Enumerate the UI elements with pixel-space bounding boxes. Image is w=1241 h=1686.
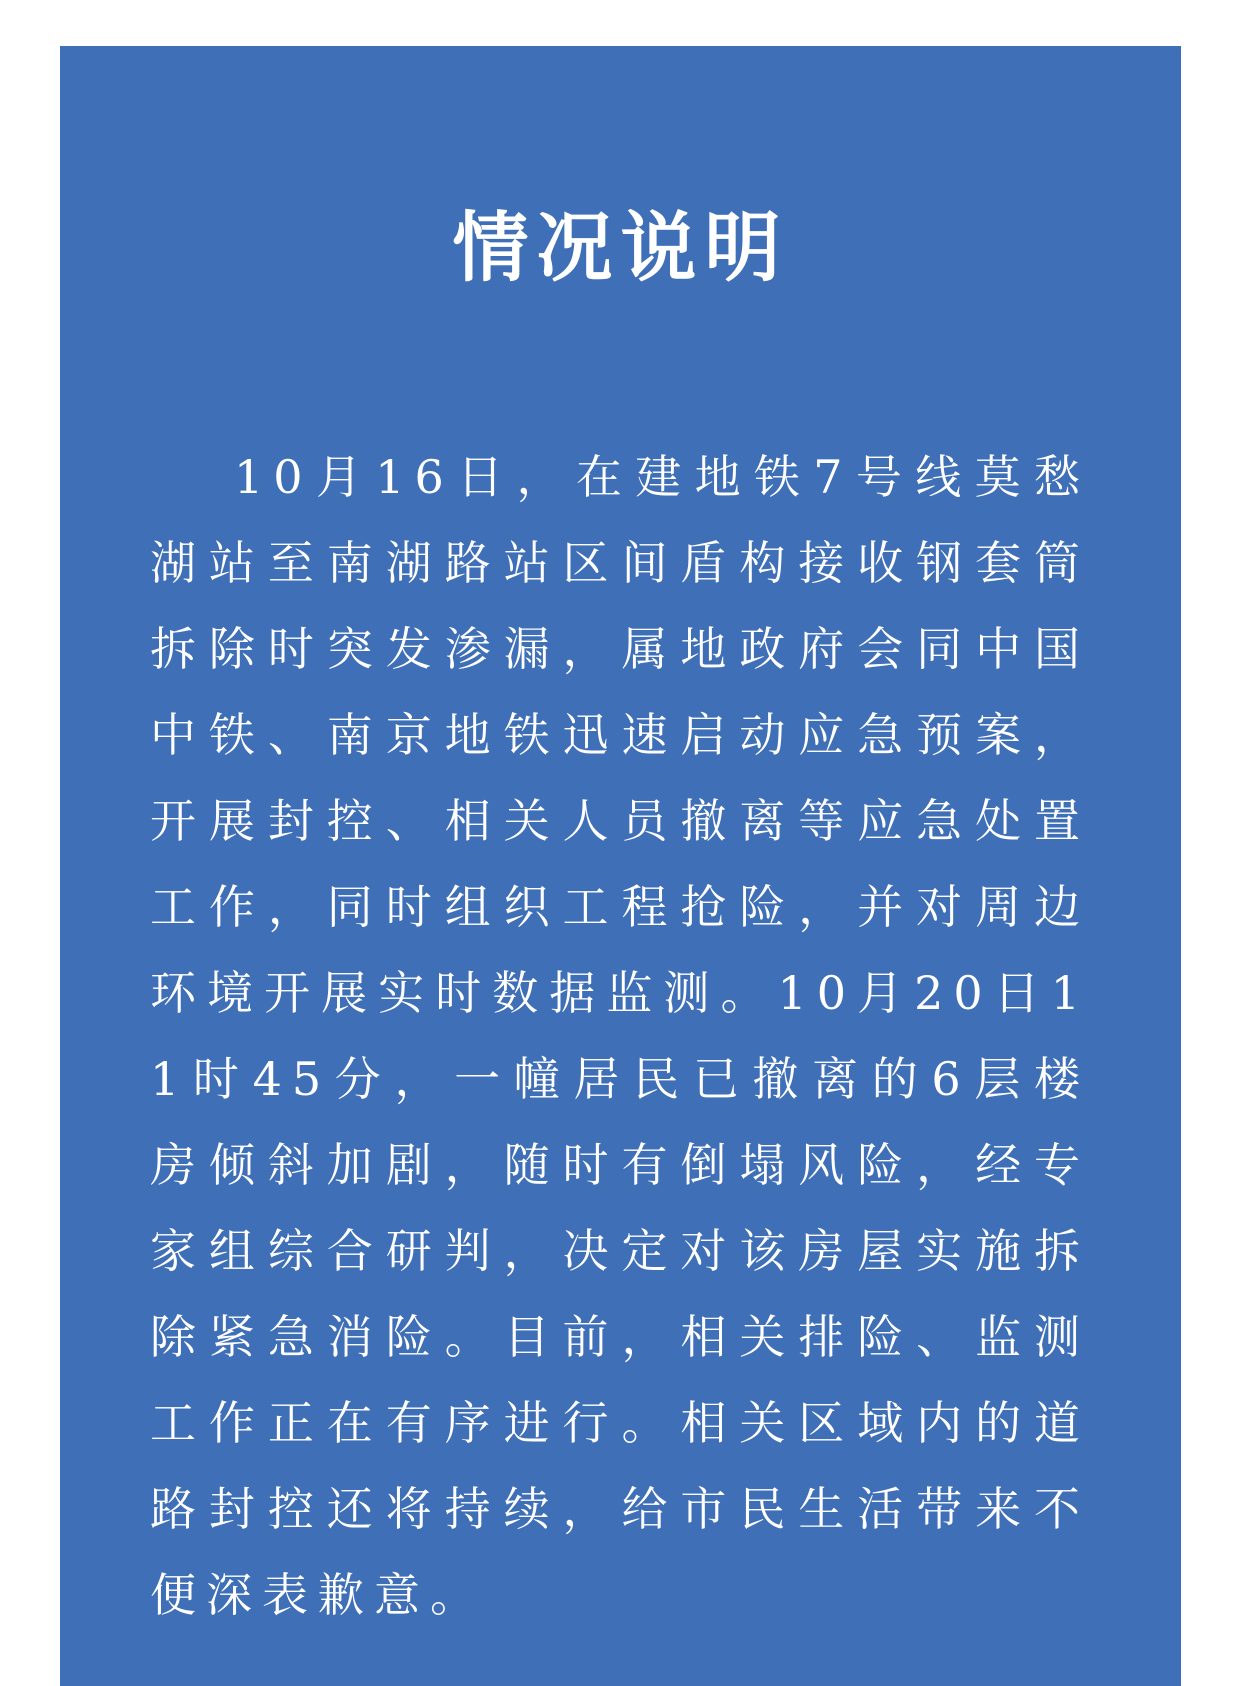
notice-title: 情况说明 [452, 203, 789, 292]
notice-body: 10月16日，在建地铁7号线莫愁湖站至南湖路站区间盾构接收钢套筒拆除时突发渗漏，属地政府会同中国中铁、南京地铁迅速启动应急预案，开展封控、相关人员撤离等应急处置工作，同时组织工程抢险，并对周边环境开展实时数据监测。10月20日11时45分，一幢居民已撤离的6层楼房倾斜加剧，随时有倒塌风险，经专家组综合研判，决定对该房屋实施拆除紧急消险。目前，相关排险、监测工作正在有序进行。相关区域内的道路封控还将持续，给市民生活带来不便深表歉意。 [150, 450, 1090, 1622]
notice-card [60, 46, 1181, 1686]
